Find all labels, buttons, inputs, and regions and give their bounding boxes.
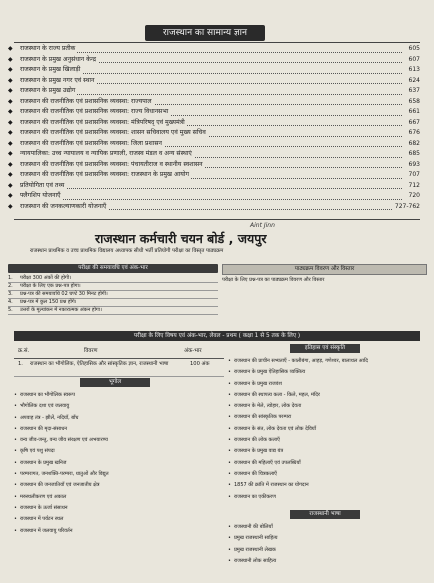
item-text: परीक्षा के लिए एक प्रश्न-पत्र होगा। — [20, 283, 81, 289]
list-item — [8, 291, 218, 299]
bullet-icon: ◆ — [8, 108, 13, 115]
bullet-icon: ◆ — [8, 202, 13, 210]
bullet-icon: ◆ — [8, 87, 13, 94]
list-item: • राजस्थान की चित्रकलाएँ — [228, 469, 424, 480]
bullet-icon: ◆ — [8, 171, 13, 178]
toc-label: फ्लैगशिप योजनाएँ — [20, 191, 63, 202]
toc-item — [8, 76, 420, 87]
toc-item — [8, 128, 420, 139]
bullet-icon: ◆ — [8, 181, 13, 189]
toc-item — [8, 65, 420, 76]
toc-page: 605 — [407, 44, 420, 55]
item-text: प्रश्न-पत्र में कुल 150 प्रश्न होंगे। — [20, 299, 77, 305]
list-item: • राजस्थान के ऊर्जा संसाधन — [14, 503, 214, 514]
history-heading: इतिहास एवं संस्कृति — [290, 344, 360, 353]
item-text: उत्तरों के मूल्यांकन में नकारात्मक अंकन होगा। — [20, 307, 102, 313]
toc-page: 624 — [407, 76, 420, 87]
item-text: परीक्षा 300 अंकों की होगी। — [20, 275, 72, 281]
toc-page: 682 — [407, 139, 420, 150]
bullet-icon: ◆ — [8, 150, 13, 157]
bullet-icon: ◆ — [8, 45, 13, 52]
history-list — [228, 356, 424, 503]
list-item: • राजस्थान की सांस्कृतिक परम्परा — [228, 412, 424, 423]
list-item: • राजस्थानी की बोलियाँ — [228, 522, 424, 533]
toc-label: राजस्थान के प्रमुख अनुसंधान केन्द्र — [20, 55, 98, 66]
toc-label: राजस्थान की राजनीतिक एवं प्रशासनिक व्यवस्था: राज्यपाल — [20, 97, 154, 108]
toc-label: राजस्थान के राज्य प्रतीक — [20, 44, 77, 55]
geography-list — [14, 390, 214, 537]
row-desc: राजस्थान का भौगोलिक, ऐतिहासिक और सांस्कृतिक ज्ञान, राजस्थानी भाषा — [30, 361, 169, 367]
syllabus-text: परीक्षा के लिए प्रश्न-पत्र का पाठ्यक्रम विवरण और विस्तार — [222, 277, 325, 283]
main-title: राजस्थान कर्मचारी चयन बोर्ड , जयपुर — [95, 231, 267, 246]
syllabus-section — [222, 264, 427, 283]
bullet-icon: ◆ — [8, 55, 13, 63]
toc-item — [8, 86, 420, 97]
toc-page: 693 — [407, 160, 420, 171]
language-heading: राजस्थानी भाषा — [290, 510, 360, 519]
language-list — [228, 522, 424, 567]
toc-item — [8, 202, 420, 213]
badge-text: Aint Jinn — [250, 222, 275, 229]
toc-page: 607 — [407, 55, 420, 66]
item-number: 2. — [8, 283, 13, 289]
toc-label: राजस्थान के प्रमुख नगर एवं स्थान — [20, 76, 96, 87]
col-sno: क्र.सं. — [18, 348, 30, 354]
row-sno: 1. — [18, 361, 23, 367]
exam-pattern-section — [8, 264, 218, 315]
toc-label: राजस्थान की राजनीतिक एवं प्रशासनिक व्यवस्था: राजस्थान के प्रमुख आयोग — [20, 170, 191, 181]
exam-pattern-heading: परीक्षा की समयावधि एवं अंक-भार — [8, 264, 218, 273]
table-of-contents — [8, 44, 420, 212]
list-item — [8, 275, 218, 283]
item-text: प्रश्न-पत्र की समयावधि 02 घण्टे 30 मिनट होगी। — [20, 291, 108, 297]
list-item: • भौगोलिक दशा एवं जलवायु — [14, 401, 214, 412]
toc-page: 661 — [407, 107, 420, 118]
list-item: • राजस्थान के प्रमुख ऐतिहासिक व्यक्तित्व — [228, 367, 424, 378]
bullet-icon: ◆ — [8, 76, 13, 84]
toc-page: 658 — [407, 97, 420, 108]
item-number: 5. — [8, 307, 13, 313]
toc-item — [8, 97, 420, 108]
item-number: 4. — [8, 299, 13, 305]
list-item: • राजस्थान के प्रमुख खनिज — [14, 458, 214, 469]
toc-page: 685 — [407, 149, 420, 160]
toc-label: राजस्थान की राजनीतिक एवं प्रशासनिक व्यवस्था: जिला प्रशासन — [20, 139, 164, 150]
list-item: • राजस्थान में जलवायु परिवर्तन — [14, 526, 214, 537]
list-item: • वन्य जीव-जन्तु, वन्य जीव संरक्षण एवं अभयारण्य — [14, 435, 214, 446]
table-row — [14, 360, 224, 377]
list-item: • राजस्थान के प्रमुख वाद्य यंत्र — [228, 446, 424, 457]
toc-item — [8, 149, 420, 160]
toc-item — [8, 139, 420, 150]
bullet-icon: ◆ — [8, 139, 13, 147]
bullet-icon: ◆ — [8, 160, 13, 168]
list-item: • 1857 की क्रांति में राजस्थान का योगदान — [228, 480, 424, 491]
bullet-icon: ◆ — [8, 97, 13, 105]
syllabus-heading: पाठ्यक्रम विवरण और विस्तार — [222, 264, 427, 275]
list-item: • राजस्थान की मृदा-संसाधन — [14, 424, 214, 435]
list-item: • राजस्थान के संत, लोक देवता एवं लोक देवियाँ — [228, 424, 424, 435]
geography-heading: भूगोल — [80, 378, 150, 387]
list-item: • राजस्थान के प्रमुख राजवंश — [228, 379, 424, 390]
toc-label: प्रतियोगिता एवं तथ्य — [20, 181, 66, 192]
row-marks: 100 अंक — [190, 361, 210, 367]
toc-item — [8, 55, 420, 66]
toc-item — [8, 181, 420, 192]
toc-page: 637 — [407, 86, 420, 97]
col-desc: विवरण — [84, 348, 98, 354]
list-item: • प्रमुख राजस्थानी साहित्य — [228, 533, 424, 544]
toc-page: 613 — [407, 65, 420, 76]
toc-label: राजस्थान के प्रमुख उद्योग — [20, 86, 77, 97]
subjects-heading: परीक्षा के लिए विषय एवं अंक-भार, लेवल - प्रथम ( कक्षा 1 से 5 तक के लिए ) — [14, 331, 420, 341]
toc-item — [8, 44, 420, 55]
exam-pattern-list — [8, 275, 218, 315]
list-item: • राजस्थान की स्थापत्य कला - किले, महल, मंदिर — [228, 390, 424, 401]
toc-label: राजस्थान की जनकल्याणकारी योजनाएँ — [20, 202, 108, 213]
toc-label: राजस्थान की राजनीतिक एवं प्रशासनिक व्यवस्था: पंचायतीराज व स्थानीय स्वशासन — [20, 160, 205, 171]
divider — [14, 42, 420, 43]
list-item: • राजस्थान के मेले, त्योहार, लोक देवता — [228, 401, 424, 412]
bullet-icon: ◆ — [8, 66, 13, 73]
list-item: • प्रमुख राजस्थानी लेखक — [228, 545, 424, 556]
toc-label: राजस्थान की राजनीतिक एवं प्रशासनिक व्यवस्था: मंत्रिपरिषद् एवं मुख्यमंत्री — [20, 118, 187, 129]
list-item: • राजस्थान की महिलाएँ एवं उपलब्धियाँ — [228, 458, 424, 469]
item-number: 3. — [8, 291, 13, 297]
item-number: 1. — [8, 275, 13, 281]
toc-label: राजस्थान की राजनीतिक एवं प्रशासनिक व्यवस्था: शासन सचिवालय एवं मुख्य सचिव — [20, 128, 208, 139]
list-item: • राजस्थान की जनजातियाँ एवं जनजातीय क्षेत्र — [14, 480, 214, 491]
list-item — [8, 283, 218, 291]
toc-page: 667 — [407, 118, 420, 129]
list-item: • राजस्थान की प्राचीन सभ्यताएँ - कालीबंगा, आहड़, गणेश्वर, बालाथल आदि — [228, 356, 424, 367]
toc-item — [8, 160, 420, 171]
table-header — [14, 344, 224, 359]
intro-text: राजस्थान प्राथमिक व उच्च प्राथमिक विद्यालय अध्यापक सीधी भर्ती प्रतियोगी परीक्षा का विस्तृत पाठ्यक्रम — [30, 248, 224, 254]
toc-page: 707 — [407, 170, 420, 181]
divider — [14, 219, 420, 220]
list-item: • मरुस्थलीकरण एवं अकाल — [14, 492, 214, 503]
col-marks: अंक-भार — [184, 348, 202, 354]
list-item: • राजस्थान का एकीकरण — [228, 492, 424, 503]
list-item: • राजस्थान की लोक कलाएँ — [228, 435, 424, 446]
leader-dots — [20, 188, 402, 189]
bullet-icon: ◆ — [8, 192, 13, 199]
leader-dots — [20, 199, 402, 200]
list-item: • अपवाह तंत्र - झीलें, नदियाँ, बाँध — [14, 413, 214, 424]
toc-item — [8, 191, 420, 202]
list-item: • कृषि एवं पशु संपदा — [14, 446, 214, 457]
toc-page: 676 — [407, 128, 420, 139]
toc-page: 720 — [407, 191, 420, 202]
toc-label: न्यायपालिका: उच्च न्यायालय व न्यायिक प्रणाली, राजस्व मंडल व अन्य संस्थाएं — [20, 149, 194, 160]
bullet-icon: ◆ — [8, 118, 13, 126]
list-item: • परम्परागत, जनशक्ति-परम्परा, धातुओं और विद्युत — [14, 469, 214, 480]
toc-item — [8, 118, 420, 129]
list-item — [8, 299, 218, 307]
toc-item — [8, 107, 420, 118]
list-item: • राजस्थान में पर्यटन स्थल — [14, 514, 214, 525]
toc-item — [8, 170, 420, 181]
toc-page: 727-762 — [393, 202, 420, 213]
toc-page: 712 — [407, 181, 420, 192]
list-item — [8, 307, 218, 315]
bullet-icon: ◆ — [8, 129, 13, 136]
list-item: • राजस्थान का भौगोलिक स्वरूप — [14, 390, 214, 401]
section-title: राजस्थान का सामान्य ज्ञान — [145, 25, 265, 41]
toc-label: राजस्थान के प्रमुख खिलाड़ी — [20, 65, 82, 76]
list-item: • राजस्थानी लोक साहित्य — [228, 556, 424, 567]
toc-label: राजस्थान की राजनीतिक एवं प्रशासनिक व्यवस्था: राज्य विधानसभा — [20, 107, 170, 118]
